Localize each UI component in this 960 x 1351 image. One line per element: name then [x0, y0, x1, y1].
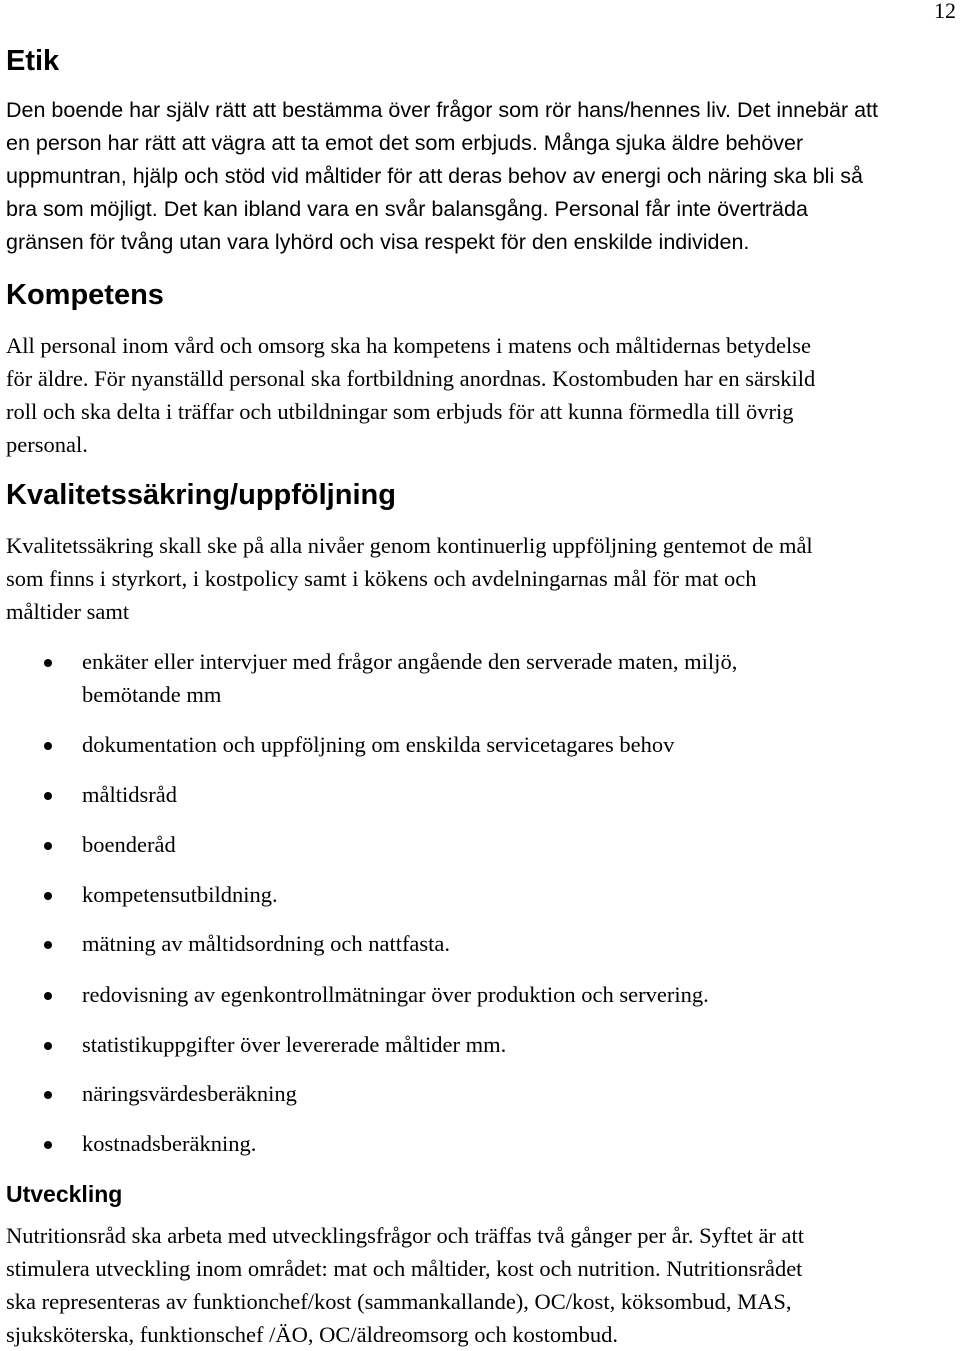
list-item-text: måltidsråd — [82, 782, 177, 807]
list-item-text: näringsvärdesberäkning — [82, 1081, 297, 1106]
paragraph-line: Nutritionsråd ska arbeta med utvecklingsfrågor och träffas två gånger per år. Syftet är att — [6, 1223, 805, 1248]
list-item-text: redovisning av egenkontrollmätningar över produktion och servering. — [82, 982, 709, 1007]
bullet-icon — [44, 1042, 52, 1050]
paragraph-kvalitetssakring — [6, 529, 956, 628]
list-item-text: kompetensutbildning. — [82, 882, 278, 907]
paragraph-kompetens — [6, 329, 956, 461]
list-item-text: kostnadsberäkning. — [82, 1131, 257, 1156]
paragraph-line: en person har rätt att vägra att ta emot det som erbjuds. Många sjuka äldre behöver — [6, 131, 804, 155]
bullet-icon — [44, 1141, 52, 1149]
bullet-icon — [44, 659, 52, 667]
heading-kvalitetssakring: Kvalitetssäkring/uppföljning — [6, 479, 396, 511]
bullet-icon — [44, 992, 52, 1000]
bullet-icon — [44, 892, 52, 900]
paragraph-line: Den boende har själv rätt att bestämma över frågor som rör hans/hennes liv. Det innebär att — [6, 98, 878, 122]
list-item-text: enkäter eller intervjuer med frågor angående den serverade maten, miljö, — [82, 649, 738, 674]
paragraph-line: ska representeras av funktionchef/kost (sammankallande), OC/kost, köksombud, MAS, — [6, 1289, 792, 1314]
paragraph-line: bra som möjligt. Det kan ibland vara en svår balansgång. Personal får inte överträda — [6, 197, 808, 221]
page-number: 12 — [934, 0, 956, 23]
bullet-icon — [44, 792, 52, 800]
paragraph-utveckling — [6, 1219, 956, 1351]
bullet-icon — [44, 1091, 52, 1099]
paragraph-etik — [6, 94, 956, 259]
paragraph-line: personal. — [6, 432, 88, 457]
list-item-text: boenderåd — [82, 832, 176, 857]
paragraph-line: stimulera utveckling inom området: mat och måltider, kost och nutrition. Nutritionsrådet — [6, 1256, 803, 1281]
paragraph-line: som finns i styrkort, i kostpolicy samt i kökens och avdelningarnas mål för mat och — [6, 566, 757, 591]
paragraph-line: All personal inom vård och omsorg ska ha kompetens i matens och måltidernas betydelse — [6, 333, 812, 358]
bullet-icon — [44, 842, 52, 850]
paragraph-line: Kvalitetssäkring skall ske på alla nivåer genom kontinuerlig uppföljning gentemot de mål — [6, 533, 813, 558]
bullet-icon — [44, 941, 52, 949]
heading-etik: Etik — [6, 45, 60, 77]
paragraph-line: gränsen för tvång utan vara lyhörd och visa respekt för den enskilde individen. — [6, 230, 750, 254]
paragraph-line: måltider samt — [6, 599, 130, 624]
list-item-text: dokumentation och uppföljning om enskilda servicetagares behov — [82, 732, 675, 757]
list-item-text: bemötande mm — [82, 682, 222, 707]
list-item-text: mätning av måltidsordning och nattfasta. — [82, 931, 451, 956]
paragraph-line: uppmuntran, hjälp och stöd vid måltider för att deras behov av energi och näring ska bli så — [6, 164, 863, 188]
heading-kompetens: Kompetens — [6, 279, 164, 311]
list-item-text: statistikuppgifter över levererade måltider mm. — [82, 1032, 507, 1057]
paragraph-line: sjuksköterska, funktionschef /ÄO, OC/äldreomsorg och kostombud. — [6, 1322, 619, 1347]
bullet-icon — [44, 742, 52, 750]
paragraph-line: roll och ska delta i träffar och utbildningar som erbjuds för att kunna förmedla till övrig — [6, 399, 794, 424]
paragraph-line: för äldre. För nyanställd personal ska fortbildning anordnas. Kostombuden har en särskild — [6, 366, 816, 391]
heading-utveckling: Utveckling — [6, 1181, 123, 1207]
